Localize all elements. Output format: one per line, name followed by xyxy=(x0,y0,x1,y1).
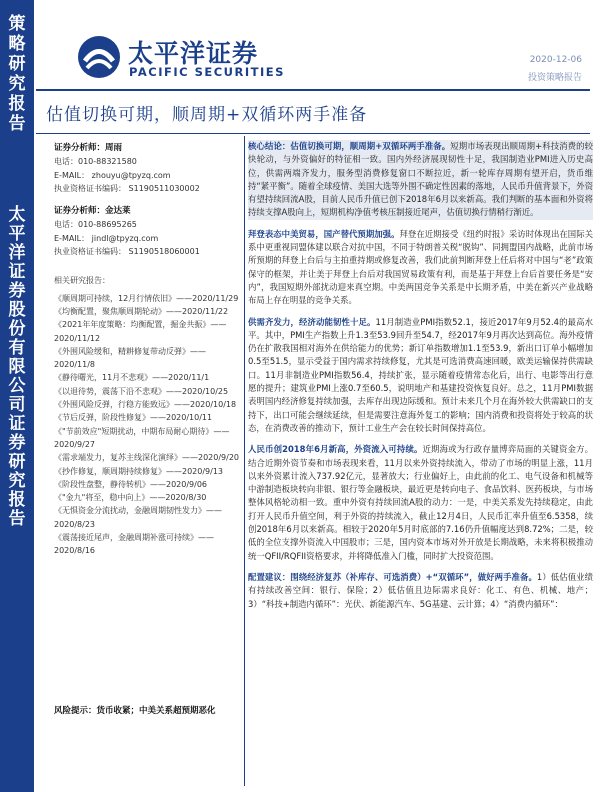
related-report-item[interactable]: 《阶段性盘整，静待转机》——2020/9/06 xyxy=(54,479,208,489)
left-column xyxy=(54,140,244,558)
analyst-heading: 证券分析师：周雨 xyxy=(54,143,123,153)
analyst-phone: 电话：010-88695265 xyxy=(54,220,137,230)
pacific-securities-logo xyxy=(76,34,122,80)
related-report-item[interactable]: 《外围风险反弹，行稳方能致远》——2020/10/18 xyxy=(54,400,237,410)
analyst-block xyxy=(54,142,244,195)
sidebar-char: 报 xyxy=(8,490,26,510)
body-paragraph xyxy=(248,443,593,563)
report-category-vertical xyxy=(6,14,28,134)
main-body xyxy=(248,140,593,619)
sidebar-char: 平 xyxy=(8,224,26,244)
sidebar-char: 研 xyxy=(8,452,26,472)
sidebar-char: 限 xyxy=(8,357,26,377)
sidebar-char: 报 xyxy=(8,94,26,114)
related-report-item[interactable]: 《节后反弹，阶段性修复》——2020/10/11 xyxy=(54,413,213,423)
analyst-block xyxy=(54,205,244,258)
paragraph-text: 拜登在近期接受《纽约时报》采访时体现出在国际关系中更重视同盟体建以联合对抗中国，不同于特朗普关税“脱钩”、同拥盟国内战略，此前市场所预期的拜登上台后与主拍重持期或修复改善，我们此前判断拜登上任后将对中国与“老”政策保守的框架，并让美于拜登上台后对我国贸易政策有利，而是基于拜登上台后首要任务是“安内”，我国短期外部扰动迎来真空期。中美两国竞争关系是中长期矛盾，中美在新兴产业战略布局上存在明显的竞争关系。 xyxy=(248,228,594,306)
related-reports-title: 相关研究报告： xyxy=(54,276,110,286)
related-reports-list xyxy=(54,292,244,558)
paragraph-text: 11月制造业PMI指数52.1，接近2017年9月52.4的最高水平。其中，PMI生产指数上升1.3至53.9回升至54.7，经2017年9月再次达到高位。海外疫情仍在扩散我国相对海外在供给能力的优势；新订单指数增加1.1至53.9，新出口订单小幅增加0.5至51.5，显示受益于国内需求持续修复，尤其是可选消费高速回暖，欧美运输保持供需缺口。11月非制造业PMI指数56.4，持续扩张，显示随着疫情常态化后，出行、电影等出行意愿的提升；建筑业PMI上涨0.7至60.5，说明地产和基建投资恢复良好。总之，11月PMI数据表明国内经济修复持续加强，去库存出现边际缓和。预计未来几个月在海外较大供需缺口的支持下，出口可能会继续延续，但是需要注意海外复工的影响；国内消费和投资将处于较高的状态，在消费改善的推动下，预计工业生产会在较长时间保持高位。 xyxy=(248,316,593,433)
related-report-item[interactable]: 《抄作修复，顺周期持续修复》——2020/9/13 xyxy=(54,466,224,476)
sidebar-char: 证 xyxy=(8,414,26,434)
paragraph-text: 1）低估值业绩有持续改善空间：银行、保险；2）低估值且边际需求良好：化工、有色、机械、地产；3）“科技+制造内循环”：光伏、新能源汽车、5G基建、云计算；4）“消费内循环”： xyxy=(248,571,593,609)
related-report-item[interactable]: 《顺周期可持续，12月行情依旧》——2020/11/29 xyxy=(54,293,239,303)
sidebar-char: 告 xyxy=(8,509,26,529)
sidebar-char: 券 xyxy=(8,433,26,453)
sidebar-char: 券 xyxy=(8,281,26,301)
analyst-email[interactable]: E-MAIL： zhouyu@tpyzq.com xyxy=(54,170,171,180)
sidebar-char: 太 xyxy=(8,205,26,225)
related-report-item[interactable]: 《外围风险缓和，精耕修复带动反弹》——2020/11/8 xyxy=(54,346,206,370)
report-type: 投资策略报告 xyxy=(527,73,582,83)
paragraph-text: 近期海或为行政存量博弈局面的关键资金方。结合近期外资节奏和市场表现来看，11月以来外资持续流入，带动了市场的明显上涨，11月以来外资累计流入737.92亿元，显著放大；行业偏好上，由此前的化工、电气设备和机械等中游制造板块转向非银、银行等金融板块，最近更是转向电子、食品饮料、医药板块，与市场整体风格轮动相一致。重申外资有持续回流A股的动力：一是，中美关系发先持续稳定，由此打开人民币升值空间，利于外资的持续流入，截止12月4日，人民币汇率升值至6.5358，续创2018年6月以来新高。相较于2020年5月时底部的7.16仍升值幅度达到8.72%；二是，较低的全位支撑外资流入中国股市；三是，国内资本市场对外开放是长期战略，未来将积极推动统一QFII/RQFII资格要求，并将降低准入门槛，同时扩大投资范围。 xyxy=(248,444,594,561)
sidebar-char: 告 xyxy=(8,114,26,134)
related-report-item[interactable]: 《均衡配置，聚焦顺周期轮动》——2020/11/22 xyxy=(54,306,229,316)
related-report-item[interactable]: 《2021年年度策略：均衡配置，掘金共振》——2020/11/12 xyxy=(54,320,227,343)
related-report-item[interactable]: 《"节前效应"短期扰动，中期布局耐心期待》——2020/9/27 xyxy=(54,426,230,449)
related-report-item[interactable]: 《震荡接近尾声，金融周期补涨可持续》——2020/8/16 xyxy=(54,533,214,556)
related-report-item[interactable]: 《"金九"将至，稳中向上》——2020/8/30 xyxy=(54,493,207,503)
company-name-vertical xyxy=(6,206,28,529)
paragraph-lead: 配置建议：围绕经济复苏（补库存、可选消费）+“双循环”，做好两手准备。 xyxy=(248,571,537,582)
analyst-license: 执业资格证书编码： S1190518060001 xyxy=(54,247,200,257)
sidebar-char: 份 xyxy=(8,319,26,339)
paragraph-lead: 人民币创2018年6月新高，外资流入可持续。 xyxy=(248,444,423,455)
report-title: 估值切换可期，顺周期+双循环两手准备 xyxy=(46,105,368,125)
sidebar-char: 股 xyxy=(8,300,26,320)
sidebar-char: 司 xyxy=(8,395,26,415)
related-report-item[interactable]: 《以退待势，震荡下沿不悲观》——2020/10/25 xyxy=(54,386,229,396)
body-paragraph xyxy=(248,140,593,220)
sidebar-char: 略 xyxy=(8,34,26,54)
risk-warning: 风险提示：货币收紧；中美关系超预期恶化 xyxy=(54,706,216,716)
brand-name-en: PACIFIC SECURITIES xyxy=(129,65,285,79)
brand-name-cn: 太平洋证券 xyxy=(128,39,259,68)
column-divider xyxy=(244,136,245,786)
sidebar-char: 洋 xyxy=(8,243,26,263)
related-report-item[interactable]: 《静待曙光，11月不悲观》——2020/11/1 xyxy=(54,373,210,383)
report-date: 2020-12-06 xyxy=(529,55,582,65)
paragraph-lead: 拜登表态中美贸易，国产替代预期加强。 xyxy=(248,228,400,239)
paragraph-text: 短期市场表现出顺周期+科技消费的较快轮动，与外资偏好的特征相一致。国内外经济展现韧性十足，我国制造业PMI进入历史高位，供需两端齐发力，服务型消费修复窗口不断拉近，新一轮库存周期有望开启，货币维持“紧平衡”。随着全球疫情、美国大选等外围不确定性因素的落地，人民币升值背景下，外资有望持续回流A股，目前人民币升值已创下2018年6月以来新高。我们判断的基本面和外资将持续支撑A股向上，短期机构净值考核压制接近尾声，估值切换行情稍行渐近。 xyxy=(248,141,593,218)
sidebar-char: 策 xyxy=(8,14,26,34)
analyst-heading: 证券分析师：金达莱 xyxy=(54,206,131,217)
body-paragraph xyxy=(248,228,593,308)
analyst-license: 执业资格证书编码： S1190511030002 xyxy=(54,183,200,193)
title-divider xyxy=(36,133,590,134)
left-sidebar xyxy=(0,0,34,792)
paragraph-lead: 核心结论：估值切换可期，顺周期+双循环两手准备。 xyxy=(248,141,451,151)
analyst-email[interactable]: E-MAIL： jindl@tpyzq.com xyxy=(54,233,159,243)
related-report-item[interactable]: 《无惧资金分流扰动，金融周期韧性发力》——2020/8/23 xyxy=(54,506,222,529)
sidebar-char: 究 xyxy=(8,471,26,491)
body-paragraph xyxy=(248,316,593,436)
sidebar-char: 有 xyxy=(8,338,26,358)
paragraph-lead: 供需齐发力，经济动能韧性十足。 xyxy=(248,316,376,327)
related-report-item[interactable]: 《需求端发力，复苏主线深化演绎》——2020/9/20 xyxy=(54,453,240,463)
sidebar-char: 公 xyxy=(8,376,26,396)
analyst-phone: 电话：010-88321580 xyxy=(54,157,137,167)
sidebar-char: 究 xyxy=(8,74,26,94)
sidebar-char: 证 xyxy=(8,262,26,282)
sidebar-char: 研 xyxy=(8,54,26,74)
body-paragraph xyxy=(248,571,593,611)
header-divider xyxy=(36,89,590,91)
